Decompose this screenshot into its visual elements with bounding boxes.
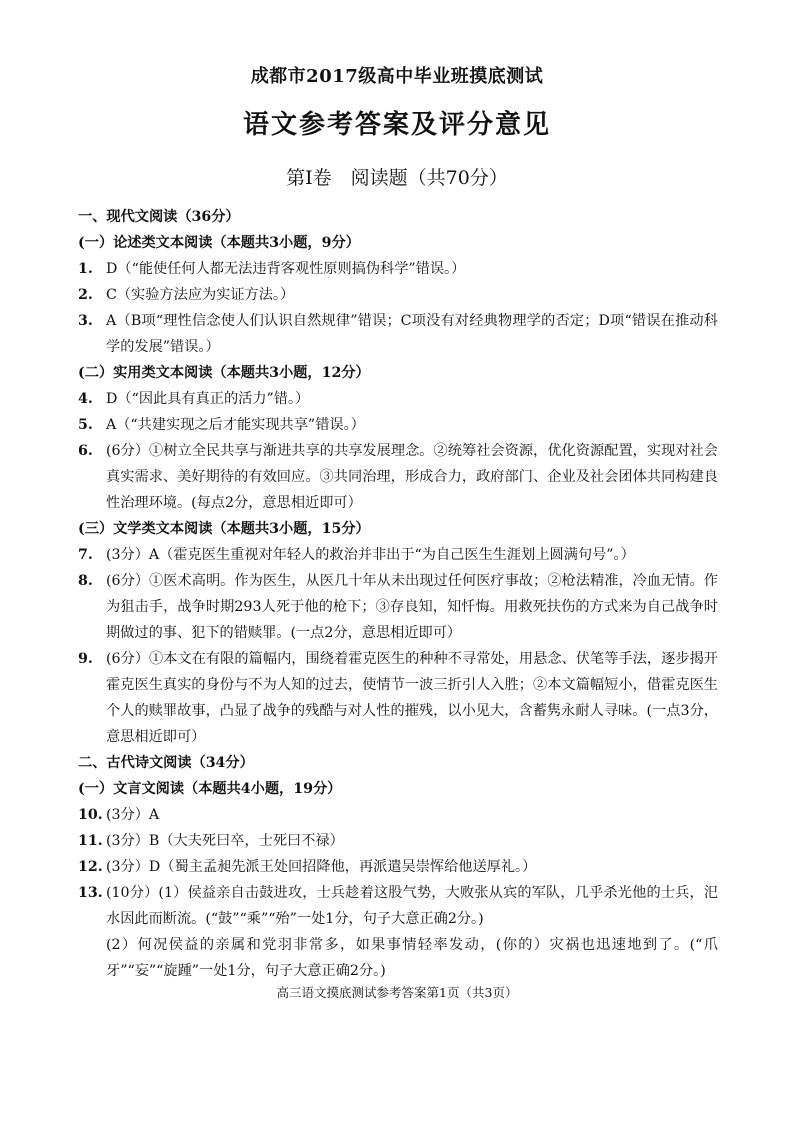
exam-title: 成都市2017级高中毕业班摸底测试 bbox=[250, 66, 544, 87]
question-number: 13. bbox=[78, 885, 103, 901]
answer-text: D（“能使任何人都无法违背客观性原则搞伪科学”错误。） bbox=[106, 261, 466, 277]
section-heading-modern-reading: 一、现代文阅读（36分） bbox=[78, 209, 240, 225]
answer-text: (6分）①树立全民共享与渐进共享的共享发展理念。②统筹社会资源，优化资源配置，实现对社会真实需求、美好期待的有效回应。③共同治理，形成合力，政府部门、企业及社会团体共同构建良性治理环境。(每点2分，意思相近即可） bbox=[106, 443, 718, 511]
answer-item-2 bbox=[78, 282, 718, 308]
question-number: 1. bbox=[78, 261, 93, 277]
answer-item-4 bbox=[78, 386, 718, 412]
page-footer: 高三语文摸底测试参考答案第1页（共3页） bbox=[276, 985, 518, 1000]
question-number: 12. bbox=[78, 859, 103, 875]
answer-item-7 bbox=[78, 542, 718, 568]
answer-text: D（“因此具有真正的活力”错。） bbox=[106, 391, 310, 407]
subsection-heading-classical-prose: (一）文言文阅读（本题共4小题，19分） bbox=[78, 781, 342, 797]
answer-item-1 bbox=[78, 256, 718, 282]
section-heading-classical-reading: 二、古代诗文阅读（34分） bbox=[78, 755, 254, 771]
answer-text: (6分）①本文在有限的篇幅内，围绕着霍克医生的种种不寻常处，用悬念、伏笔等手法，逐步揭开霍克医生真实的身份与不为人知的过去，使情节一波三折引人入胜；②本文篇幅短小，借霍克医生个人的赎罪故事，凸显了战争的残酷与对人性的摧残，以小见大，含蓄隽永耐人寻味。(一点3分，意思相近即可） bbox=[106, 651, 718, 745]
question-number: 8. bbox=[78, 573, 93, 589]
subsection-heading-practical: (二）实用类文本阅读（本题共3小题，12分） bbox=[78, 365, 370, 381]
answer-text: (3分）D（蜀主孟昶先派王处回招降他，再派遣吴崇恽给他送厚礼。） bbox=[106, 859, 537, 875]
document-title: 语文参考答案及评分意见 bbox=[242, 110, 551, 140]
answer-text: (3分）B（大夫死曰卒，士死曰不禄） bbox=[106, 833, 344, 849]
answer-item-6 bbox=[78, 438, 718, 516]
subsection-heading-argumentative: (一）论述类文本阅读（本题共3小题，9分） bbox=[78, 235, 360, 251]
answer-item-3 bbox=[78, 308, 718, 360]
answer-text: A（B项“理性信念使人们认识自然规律”错误；C项没有对经典物理学的否定；D项“错误在推动科学的发展”错误。） bbox=[106, 313, 718, 355]
answer-item-9 bbox=[78, 646, 718, 750]
question-number: 9. bbox=[78, 651, 93, 667]
answer-text: A（“共建实现之后才能实现共享”错误。） bbox=[106, 417, 365, 433]
answer-body bbox=[78, 204, 718, 984]
answer-item-12 bbox=[78, 854, 718, 880]
question-number: 10. bbox=[78, 807, 103, 823]
question-number: 4. bbox=[78, 391, 93, 407]
question-number: 6. bbox=[78, 443, 93, 459]
question-number: 3. bbox=[78, 313, 93, 329]
question-number: 5. bbox=[78, 417, 93, 433]
answer-text: (3分）A（霍克医生重视对年轻人的救治并非出于“为自己医生生涯划上圆满句号”。） bbox=[106, 547, 635, 563]
question-number: 2. bbox=[78, 287, 93, 303]
answer-item-10 bbox=[78, 802, 718, 828]
answer-item-13 bbox=[78, 880, 718, 932]
answer-item-11 bbox=[78, 828, 718, 854]
question-number: 11. bbox=[78, 833, 103, 849]
answer-text: (6分）①医术高明。作为医生，从医几十年从未出现过任何医疗事故；②枪法精准，冷血无情。作为狙击手，战争时期293人死于他的枪下；③存良知，知忏悔。用救死扶伤的方式来为自己战争时期做过的事、犯下的错赎罪。(一点2分，意思相近即可） bbox=[106, 573, 718, 641]
subsection-heading-literary: (三）文学类文本阅读（本题共3小题，15分） bbox=[78, 521, 370, 537]
answer-text: (10分）(1）侯益亲自击鼓进攻，士兵趁着这股气势，大败张从宾的军队，几乎杀光他的士兵，汜水因此而断流。(“鼓”“乘”“殆”一处1分，句子大意正确2分。) bbox=[106, 885, 718, 927]
question-number: 7. bbox=[78, 547, 93, 563]
answer-item-5 bbox=[78, 412, 718, 438]
answer-item-13-part-2: (2）何况侯益的亲属和党羽非常多，如果事情轻率发动，(你的）灾祸也迅速地到了。(“爪牙”“妄”“旋踵”一处1分，句子大意正确2分。) bbox=[106, 937, 718, 979]
answer-item-8 bbox=[78, 568, 718, 646]
answer-text: (3分）A bbox=[106, 807, 160, 823]
part-title: 第Ⅰ卷 阅读题（共70分） bbox=[286, 167, 508, 189]
answer-text: C（实验方法应为实证方法。） bbox=[106, 287, 295, 303]
